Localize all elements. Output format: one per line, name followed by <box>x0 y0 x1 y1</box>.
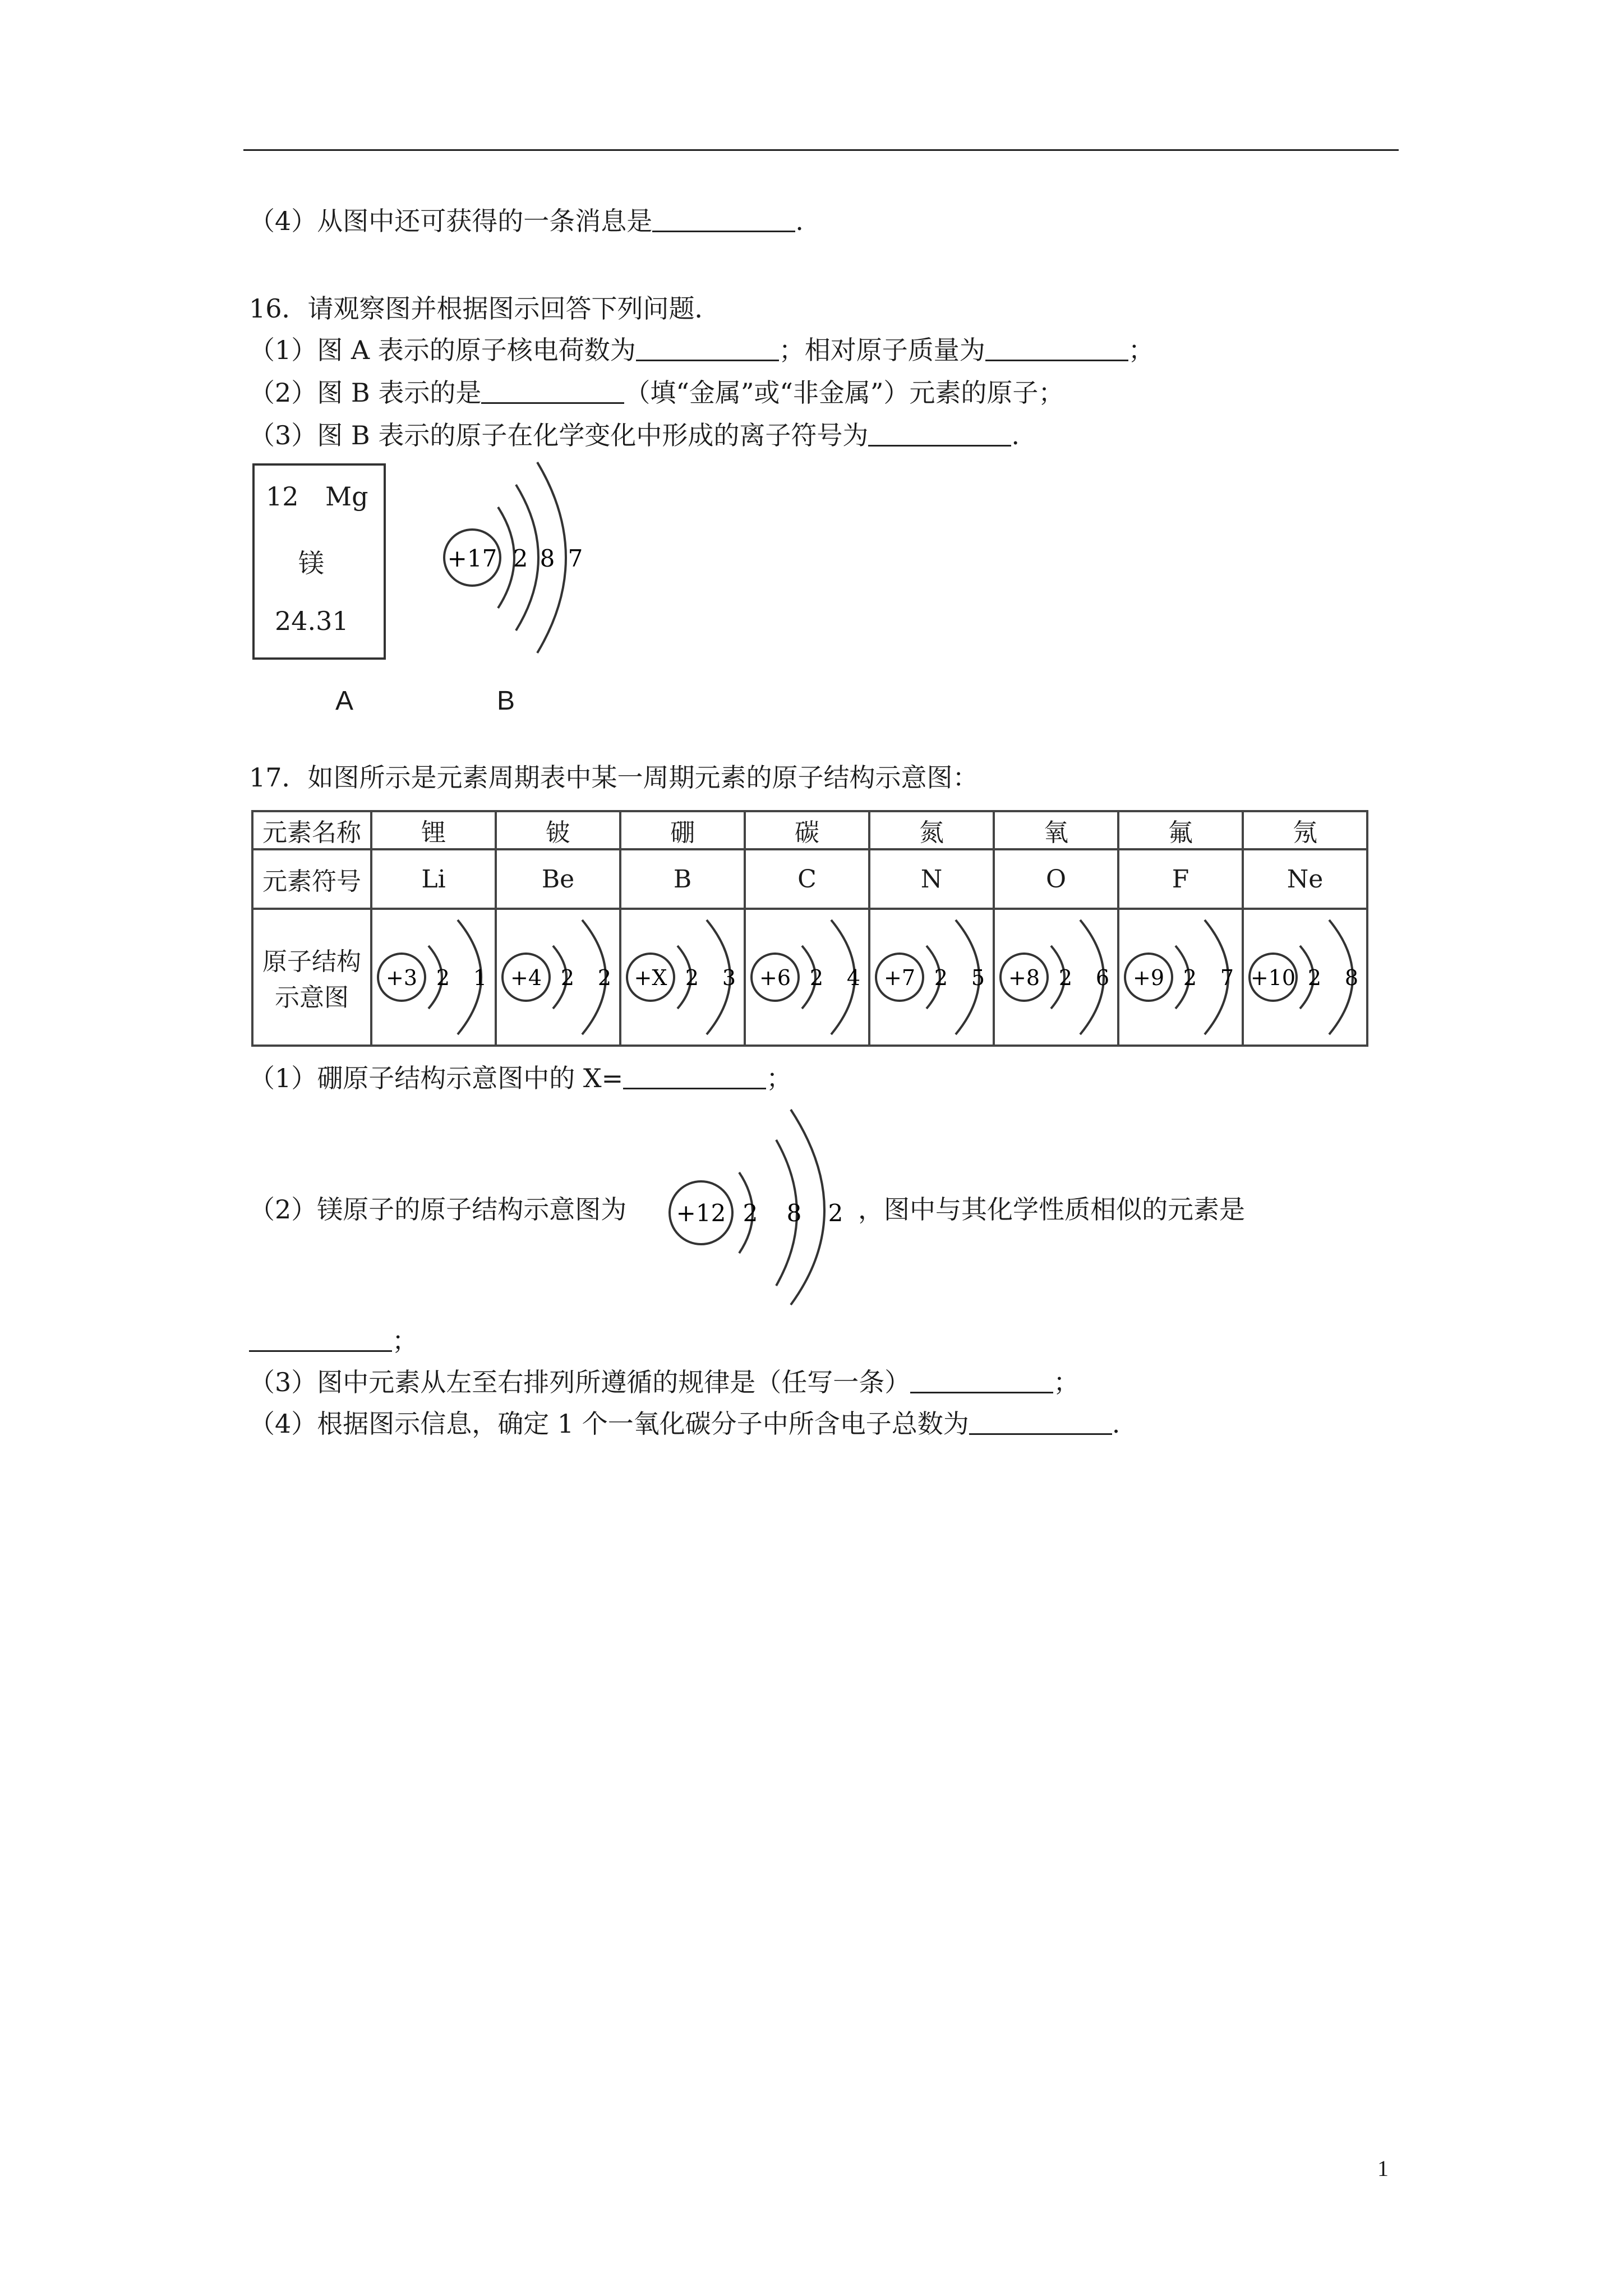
shell-electron-count: 2 <box>1183 965 1197 990</box>
atom-diagram <box>498 912 618 1042</box>
q16-title: 16．请观察图并根据图示回答下列问题． <box>249 293 721 324</box>
period-table <box>251 810 1368 1047</box>
row-element-symbol <box>252 849 1367 909</box>
q16-l1c: ； <box>1128 335 1154 365</box>
answer-blank[interactable] <box>868 422 1011 447</box>
answer-blank[interactable] <box>910 1369 1053 1393</box>
element-symbol: F <box>1118 849 1243 909</box>
shell-electron-count: 8 <box>540 545 555 572</box>
answer-blank[interactable] <box>623 1065 766 1089</box>
shell-electron-count: 2 <box>685 965 699 990</box>
element-symbol: B <box>620 849 745 909</box>
q16-l2b: （填“金属”或“非金属”）元素的原子； <box>624 378 1064 408</box>
shell-electron-count: 8 <box>786 1199 802 1227</box>
element-name: 铍 <box>496 811 620 849</box>
element-name: 锂 <box>371 811 496 849</box>
shell-electron-count: 2 <box>560 965 575 990</box>
shell-electron-count: 2 <box>513 545 528 572</box>
element-name: 碳 <box>745 811 869 849</box>
nucleus-charge: +10 <box>1250 965 1296 990</box>
shell-electron-count: 2 <box>809 965 824 990</box>
shell-electron-count: 2 <box>1058 965 1073 990</box>
atom-structure-cell <box>745 909 869 1046</box>
element-symbol: C <box>745 849 869 909</box>
shell-electron-count: 5 <box>971 965 985 990</box>
answer-blank[interactable] <box>249 1328 392 1352</box>
q16-l3a: （3）图 B 表示的原子在化学变化中形成的离子符号为 <box>249 420 869 450</box>
atom-diagram <box>1121 912 1241 1042</box>
element-symbol: Li <box>371 849 496 909</box>
element-name: 硼 <box>620 811 745 849</box>
element-symbol: O <box>994 849 1118 909</box>
answer-blank[interactable] <box>985 337 1128 361</box>
figure-label-a: A <box>335 686 354 716</box>
shell-electron-count: 2 <box>1307 965 1322 990</box>
shell-electron-count: 2 <box>597 965 612 990</box>
answer-blank[interactable] <box>636 337 779 361</box>
row-label-name: 元素名称 <box>252 811 371 849</box>
atom-structure-cell <box>371 909 496 1046</box>
answer-blank[interactable] <box>652 208 795 232</box>
element-name: 氟 <box>1118 811 1243 849</box>
q17-l3b: ； <box>1053 1367 1080 1397</box>
atom-diagram <box>623 912 743 1042</box>
element-name: 氖 <box>1243 811 1367 849</box>
q17-line1 <box>249 1061 792 1095</box>
atom-structure-cell <box>1118 909 1243 1046</box>
shell-electron-count: 8 <box>1344 965 1359 990</box>
q16-line1 <box>249 333 1154 367</box>
nucleus-charge: +17 <box>447 545 497 572</box>
atom-diagram <box>872 912 992 1042</box>
nucleus-charge: +3 <box>385 965 418 990</box>
shell-electron-count: 1 <box>473 965 487 990</box>
element-symbol: N <box>869 849 994 909</box>
q16-line3 <box>249 418 1020 452</box>
q16-l2a: （2）图 B 表示的是 <box>249 378 482 408</box>
atom-diagram <box>747 912 867 1042</box>
q17-line2-cont: ，图中与其化学性质相似的元素是 <box>858 1194 1245 1225</box>
q16-line2 <box>249 376 1064 409</box>
q15-line4 <box>249 204 804 238</box>
nucleus-charge: +8 <box>1008 965 1040 990</box>
atom-diagram <box>1245 912 1365 1042</box>
row-label-structure-line2: 示意图 <box>275 983 349 1012</box>
nucleus-charge: +X <box>634 965 667 990</box>
mg-atom-diagram <box>666 1105 868 1307</box>
q16-l1b: ；相对原子质量为 <box>778 335 985 365</box>
atom-structure-cell <box>869 909 994 1046</box>
q15-line4-end: . <box>795 206 804 236</box>
atom-diagram <box>374 912 494 1042</box>
element-symbol: Ne <box>1243 849 1367 909</box>
q17-l3a: （3）图中元素从左至右排列所遵循的规律是（任写一条） <box>249 1367 911 1397</box>
card-element-name: 镁 <box>298 548 324 578</box>
figure-label-b: B <box>497 686 515 716</box>
q17-l1a: （1）硼原子结构示意图中的 X= <box>249 1063 624 1093</box>
nucleus-charge: +9 <box>1132 965 1165 990</box>
atom-structure-cell <box>994 909 1118 1046</box>
q17-line4 <box>249 1407 1120 1441</box>
page-number: 1 <box>1377 2156 1389 2181</box>
shell-electron-count: 2 <box>743 1199 758 1227</box>
nucleus-charge: +4 <box>510 965 542 990</box>
row-atomic-structure <box>252 909 1367 1046</box>
q17-line3 <box>249 1365 1079 1399</box>
q16-l3b: . <box>1011 420 1020 450</box>
header-rule <box>243 149 1399 151</box>
atom-structure-cell <box>496 909 620 1046</box>
nucleus-charge: +7 <box>883 965 916 990</box>
row-label-structure-line1: 原子结构 <box>262 947 361 976</box>
shell-electron-count: 2 <box>934 965 948 990</box>
nucleus-charge: +6 <box>759 965 791 990</box>
element-card-a <box>252 463 386 660</box>
element-symbol: Be <box>496 849 620 909</box>
shell-electron-count: 2 <box>436 965 450 990</box>
card-symbol: Mg <box>325 481 368 512</box>
row-label-symbol: 元素符号 <box>252 849 371 909</box>
nucleus-charge: +12 <box>676 1199 726 1227</box>
shell-electron-count: 6 <box>1095 965 1110 990</box>
answer-blank[interactable] <box>481 380 624 404</box>
q16-l1a: （1）图 A 表示的原子核电荷数为 <box>249 335 636 365</box>
atom-structure-cell <box>1243 909 1367 1046</box>
atom-structure-cell <box>620 909 745 1046</box>
q17-title: 17．如图所示是元素周期表中某一周期元素的原子结构示意图： <box>249 762 979 793</box>
element-name: 氧 <box>994 811 1118 849</box>
card-atomic-mass: 24.31 <box>275 606 349 636</box>
q17-l2c: ； <box>392 1326 418 1356</box>
q15-line4-text: （4）从图中还可获得的一条消息是 <box>249 206 653 236</box>
q17-l4b: . <box>1112 1409 1121 1439</box>
card-atomic-number: 12 <box>266 481 299 512</box>
shell-electron-count: 2 <box>828 1199 843 1227</box>
row-label-structure <box>252 909 371 1046</box>
shell-electron-count: 4 <box>846 965 861 990</box>
atom-diagram <box>996 912 1116 1042</box>
shell-electron-count: 3 <box>722 965 736 990</box>
q17-l4a: （4）根据图示信息，确定 1 个一氧化碳分子中所含电子总数为 <box>249 1409 969 1439</box>
row-element-name <box>252 811 1367 849</box>
q17-line2-answer <box>249 1324 418 1358</box>
answer-blank[interactable] <box>969 1411 1112 1435</box>
q17-l1b: ； <box>766 1063 792 1093</box>
shell-electron-count: 7 <box>1220 965 1234 990</box>
shell-electron-count: 7 <box>568 545 583 572</box>
element-name: 氮 <box>869 811 994 849</box>
q17-line2 <box>249 1193 626 1226</box>
q17-l2a: （2）镁原子的原子结构示意图为 <box>249 1194 627 1225</box>
atom-diagram-b <box>432 454 600 662</box>
